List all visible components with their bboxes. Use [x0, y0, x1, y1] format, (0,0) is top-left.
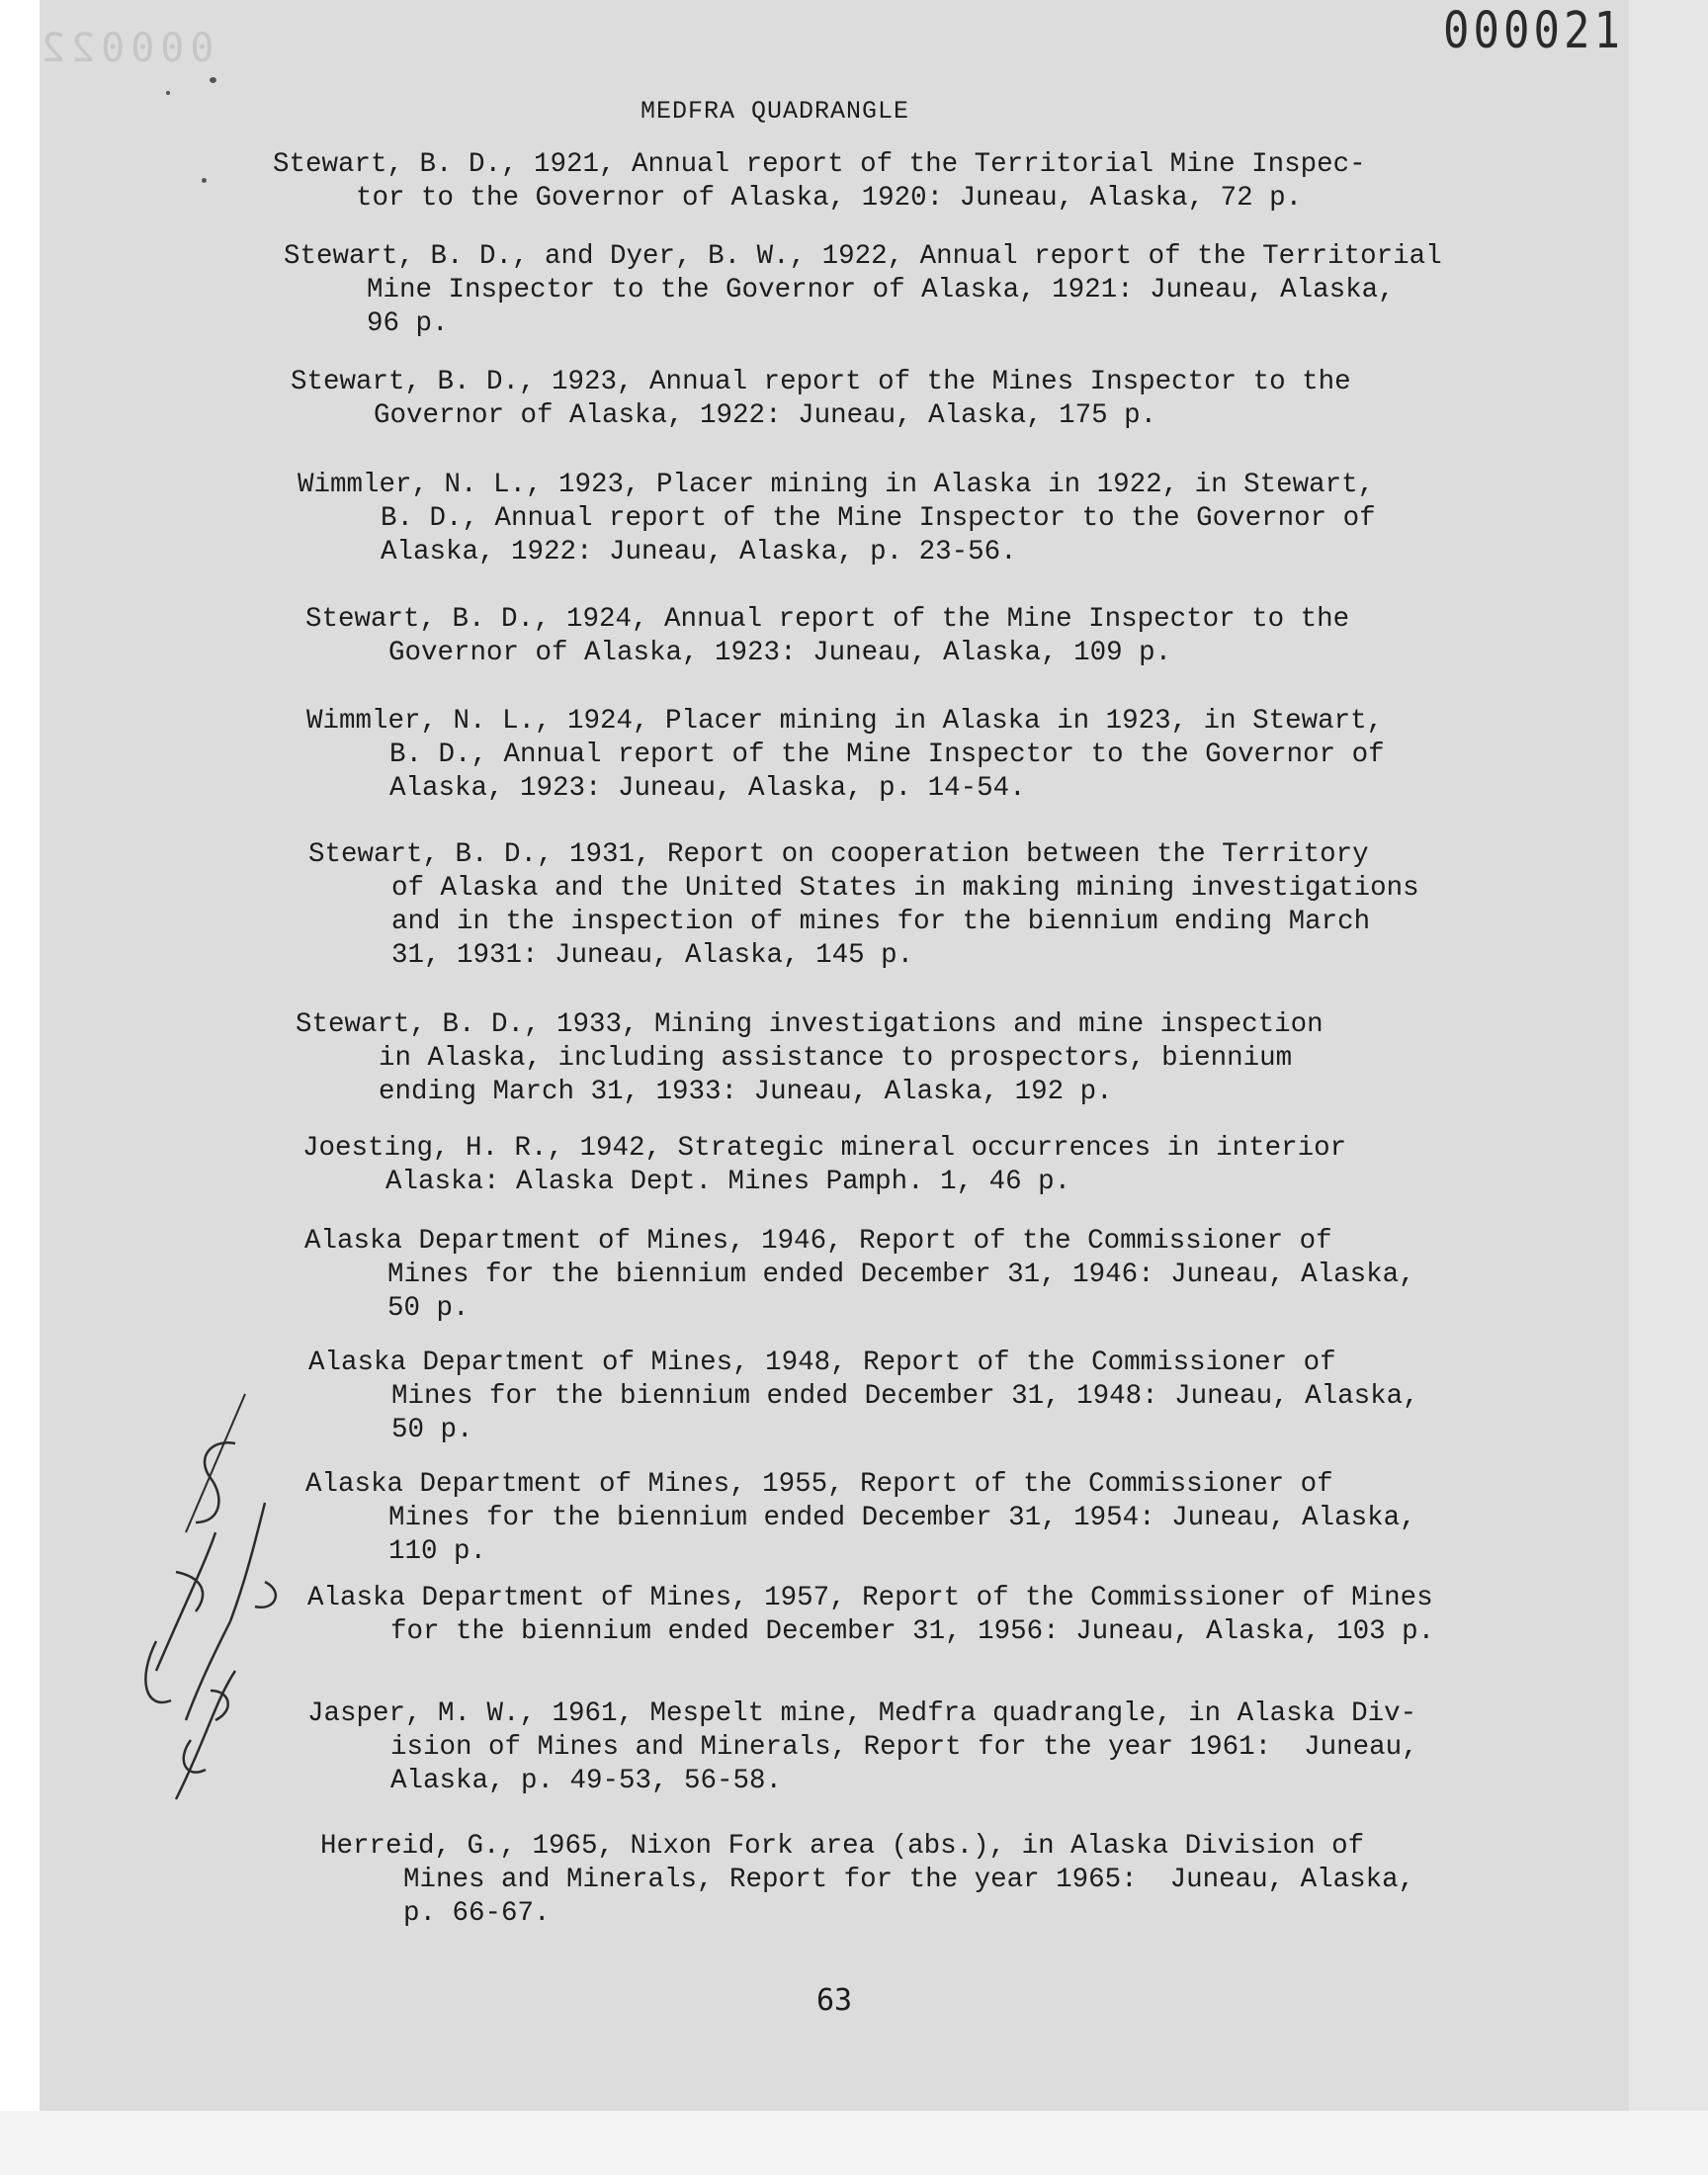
reference-first-line: Alaska Department of Mines, 1955, Report of the Commissioner of: [305, 1469, 1333, 1500]
reference-entry: [298, 469, 1376, 569]
page-title: MEDFRA QUADRANGLE: [640, 97, 910, 126]
reference-entry: [304, 1225, 1415, 1326]
reference-continuation-line: B. D., Annual report of the Mine Inspector to the Governor of: [389, 740, 1385, 770]
reference-continuation-line: Alaska, 1922: Juneau, Alaska, p. 23-56.: [381, 537, 1017, 567]
reference-entry: [305, 603, 1349, 670]
reference-first-line: Herreid, G., 1965, Nixon Fork area (abs.), in Alaska Division of: [320, 1831, 1365, 1862]
reference-continuation-line: Mines for the biennium ended December 31, 1946: Juneau, Alaska,: [387, 1260, 1415, 1290]
reference-entry: [305, 1468, 1416, 1569]
reference-continuation-line: ision of Mines and Minerals, Report for the year 1961: Juneau,: [390, 1732, 1418, 1763]
reference-continuation-line: 50 p.: [387, 1293, 470, 1324]
reference-continuation-line: 96 p.: [367, 308, 449, 339]
reference-entry: [296, 1008, 1324, 1109]
reference-continuation-line: for the biennium ended December 31, 1956: Juneau, Alaska, 103 p.: [390, 1616, 1435, 1647]
reference-continuation-line: ending March 31, 1933: Juneau, Alaska, 192 p.: [379, 1077, 1113, 1107]
reference-continuation-line: Mine Inspector to the Governor of Alaska, 1921: Juneau, Alaska,: [367, 275, 1395, 305]
reference-first-line: Wimmler, N. L., 1924, Placer mining in Alaska in 1923, in Stewart,: [306, 706, 1384, 737]
reference-continuation-line: 50 p.: [391, 1415, 473, 1445]
reference-continuation-line: Mines for the biennium ended December 31, 1954: Juneau, Alaska,: [388, 1503, 1416, 1533]
reference-entry: [302, 1132, 1346, 1199]
reference-first-line: Stewart, B. D., 1921, Annual report of the Territorial Mine Inspec-: [273, 149, 1366, 180]
reference-first-line: Stewart, B. D., 1923, Annual report of the Mines Inspector to the: [291, 367, 1351, 397]
reference-continuation-line: Governor of Alaska, 1923: Juneau, Alaska, 109 p.: [388, 638, 1172, 668]
reference-first-line: Joesting, H. R., 1942, Strategic mineral occurrences in interior: [302, 1133, 1347, 1164]
bleed-through-stamp: 000022: [36, 26, 214, 71]
reference-entry: [308, 1347, 1419, 1447]
reference-continuation-line: tor to the Governor of Alaska, 1920: Juneau, Alaska, 72 p.: [356, 183, 1303, 214]
reference-entry: [284, 240, 1442, 341]
reference-entry: [291, 366, 1351, 433]
reference-entry: [306, 705, 1385, 806]
reference-continuation-line: Mines for the biennium ended December 31, 1948: Juneau, Alaska,: [391, 1381, 1419, 1412]
reference-continuation-line: B. D., Annual report of the Mine Inspector to the Governor of: [381, 503, 1376, 534]
reference-first-line: Alaska Department of Mines, 1946, Report of the Commissioner of: [304, 1226, 1332, 1257]
reference-entry: [307, 1697, 1418, 1798]
page-number: 63: [816, 1983, 853, 2018]
reference-continuation-line: 110 p.: [388, 1536, 487, 1567]
reference-first-line: Wimmler, N. L., 1923, Placer mining in Alaska in 1922, in Stewart,: [298, 470, 1375, 500]
reference-first-line: Jasper, M. W., 1961, Mespelt mine, Medfra quadrangle, in Alaska Div-: [307, 1698, 1417, 1729]
reference-entry: [320, 1830, 1414, 1931]
reference-continuation-line: 31, 1931: Juneau, Alaska, 145 p.: [391, 940, 914, 971]
document-stamp-number: 000021: [1443, 2, 1624, 60]
reference-continuation-line: in Alaska, including assistance to prospectors, biennium: [379, 1043, 1293, 1074]
scan-bottom-band: [0, 2111, 1708, 2175]
handwritten-margin-note: [117, 1384, 314, 1829]
reference-entry: [307, 1582, 1434, 1649]
reference-first-line: Stewart, B. D., 1924, Annual report of the Mine Inspector to the: [305, 604, 1350, 635]
reference-entry: [273, 148, 1366, 216]
reference-continuation-line: Alaska, p. 49-53, 56-58.: [390, 1766, 783, 1796]
reference-continuation-line: Alaska: Alaska Dept. Mines Pamph. 1, 46 p.: [385, 1167, 1071, 1197]
reference-entry: [308, 838, 1419, 973]
reference-continuation-line: and in the inspection of mines for the biennium ending March: [391, 907, 1371, 937]
reference-first-line: Alaska Department of Mines, 1957, Report of the Commissioner of Mines: [307, 1583, 1433, 1613]
reference-first-line: Alaska Department of Mines, 1948, Report of the Commissioner of: [308, 1348, 1336, 1378]
reference-first-line: Stewart, B. D., 1933, Mining investigations and mine inspection: [296, 1009, 1324, 1040]
reference-continuation-line: Alaska, 1923: Juneau, Alaska, p. 14-54.: [389, 773, 1026, 804]
reference-first-line: Stewart, B. D., and Dyer, B. W., 1922, Annual report of the Territorial: [284, 241, 1442, 272]
reference-continuation-line: Governor of Alaska, 1922: Juneau, Alaska, 175 p.: [374, 400, 1157, 431]
reference-continuation-line: Mines and Minerals, Report for the year 1965: Juneau, Alaska,: [403, 1865, 1415, 1895]
reference-first-line: Stewart, B. D., 1931, Report on cooperation between the Territory: [308, 839, 1369, 870]
reference-continuation-line: p. 66-67.: [403, 1898, 551, 1929]
margin-note-handwriting: [117, 1384, 314, 1829]
reference-continuation-line: of Alaska and the United States in making mining investigations: [391, 873, 1419, 904]
